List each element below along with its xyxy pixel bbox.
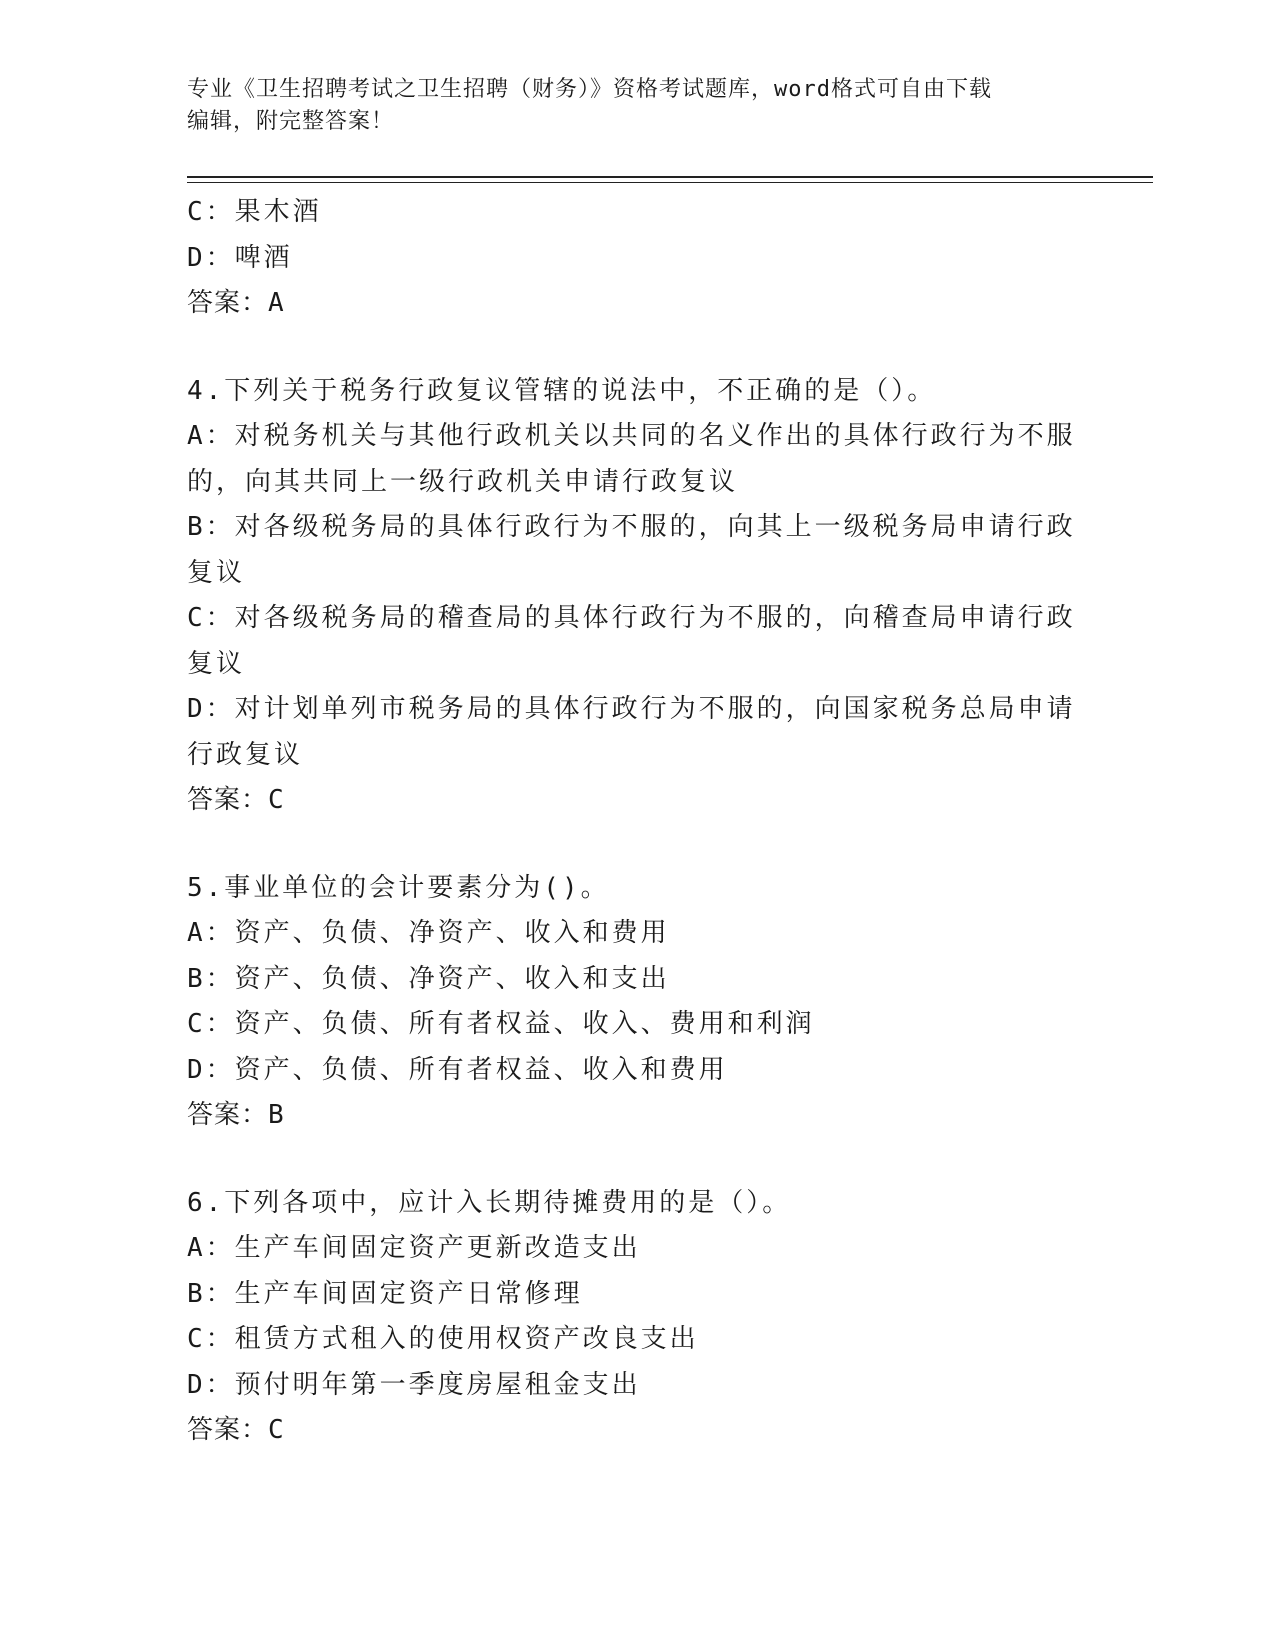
- option-c: C：租赁方式租入的使用权资产改良支出: [187, 1324, 699, 1354]
- option-b-line-1: B：对各级税务局的具体行政行为不服的，向其上一级税务局申请行政: [187, 512, 1076, 542]
- question-content: [187, 190, 1087, 1454]
- option-d: D：啤酒: [187, 242, 293, 273]
- option-c: C：果木酒: [187, 197, 322, 227]
- page-header: [187, 74, 1087, 138]
- question-5: [187, 866, 1087, 1139]
- header-rule-thick: [187, 176, 1153, 178]
- option-d: D：预付明年第一季度房屋租金支出: [187, 1369, 641, 1400]
- header-rule-thin: [187, 182, 1153, 183]
- option-a: A：资产、负债、净资产、收入和费用: [187, 918, 670, 948]
- answer: 答案：C: [187, 785, 285, 815]
- header-line-2: 编辑，附完整答案！: [187, 109, 395, 134]
- answer: 答案：A: [187, 288, 285, 318]
- option-d: D：资产、负债、所有者权益、收入和费用: [187, 1054, 728, 1085]
- answer: 答案：C: [187, 1415, 285, 1445]
- option-c-line-2: 复议: [187, 648, 246, 679]
- option-b: B：生产车间固定资产日常修理: [187, 1278, 583, 1309]
- question-stem: 6.下列各项中，应计入长期待摊费用的是（）。: [187, 1187, 792, 1218]
- question-6: [187, 1181, 1087, 1454]
- option-b-line-2: 复议: [187, 557, 246, 588]
- spacer: [187, 824, 1087, 866]
- option-c: C：资产、负债、所有者权益、收入、费用和利润: [187, 1009, 815, 1039]
- option-a-line-1: A：对税务机关与其他行政机关以共同的名义作出的具体行政行为不服: [187, 421, 1076, 451]
- answer: 答案：B: [187, 1100, 285, 1130]
- option-b: B：资产、负债、净资产、收入和支出: [187, 963, 670, 994]
- header-line-1: 专业《卫生招聘考试之卫生招聘（财务）》资格考试题库，word格式可自由下载: [187, 77, 992, 102]
- spacer: [187, 327, 1087, 369]
- question-fragment: [187, 190, 1087, 327]
- spacer: [187, 1139, 1087, 1181]
- question-stem: 4.下列关于税务行政复议管辖的说法中，不正确的是（）。: [187, 375, 937, 406]
- option-a-line-2: 的，向其共同上一级行政机关申请行政复议: [187, 466, 739, 497]
- question-4: [187, 369, 1087, 824]
- option-d-line-2: 行政复议: [187, 739, 304, 770]
- option-a: A：生产车间固定资产更新改造支出: [187, 1233, 641, 1263]
- option-c-line-1: C：对各级税务局的稽查局的具体行政行为不服的，向稽查局申请行政: [187, 603, 1076, 633]
- question-stem: 5.事业单位的会计要素分为()。: [187, 872, 610, 903]
- option-d-line-1: D：对计划单列市税务局的具体行政行为不服的，向国家税务总局申请: [187, 694, 1076, 724]
